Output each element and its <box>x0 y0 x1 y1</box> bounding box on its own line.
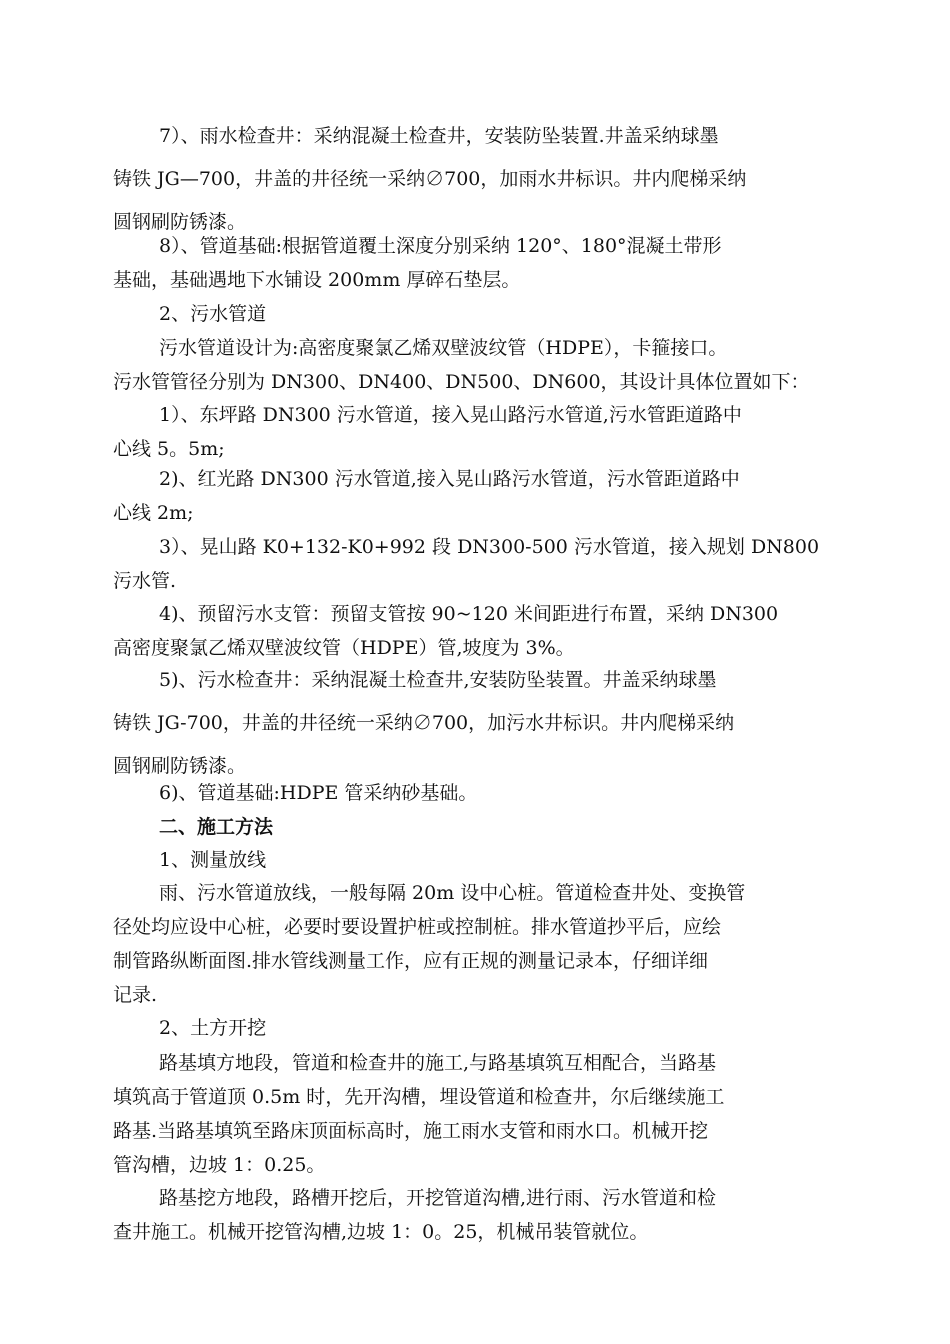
heading-earthwork: 2、土方开挖 <box>159 1017 267 1039</box>
paragraph-item-5: 5)、污水检查井：采纳混凝土检查井,安装防坠装置。井盖采纳球墨 铸铁 JG-700，井盖的井径统一采纳∅700，加污水井标识。井内爬梯采纳 圆钢刷防锈漆。 <box>113 669 735 777</box>
heading-construction-method: 二、施工方法 <box>159 816 274 838</box>
paragraph-item-1: 1）、东坪路 DN300 污水管道，接入晃山路污水管道,污水管距道路中 心线 5。5m; <box>113 404 742 460</box>
heading-sewage-pipe: 2、污水管道 <box>159 303 267 325</box>
paragraph-pipe-foundation: 8）、管道基础:根据管道覆土深度分别采纳 120°、180°混凝土带形 基础，基础遇地下水铺设 200mm 厚碎石垫层。 <box>113 235 722 291</box>
paragraph-item-4: 4)、预留污水支管：预留支管按 90~120 米间距进行布置，采纳 DN300 高密度聚氯乙烯双壁波纹管（HDPE）管,坡度为 3%。 <box>113 603 779 659</box>
paragraph-fill-section: 路基填方地段，管道和检查井的施工,与路基填筑互相配合，当路基 填筑高于管道顶 0.5m 时，先开沟槽，埋设管道和检查井，尔后继续施工 路基.当路基填筑至路床顶面标高时，施工雨水支管和雨水口。机械开挖 管沟槽，边坡 1：0.25。 <box>113 1052 725 1176</box>
paragraph-sewage-design: 污水管道设计为:高密度聚氯乙烯双壁波纹管（HDPE），卡箍接口。 污水管管径分别为 DN300、DN400、DN500、DN600，其设计具体位置如下： <box>113 337 810 393</box>
paragraph-item-2: 2)、红光路 DN300 污水管道,接入晃山路污水管道，污水管距道路中 心线 2m; <box>113 468 740 524</box>
paragraph-item-3: 3）、晃山路 K0+132-K0+992 段 DN300-500 污水管道，接入规划 DN800 污水管. <box>113 536 820 592</box>
paragraph-rain-manhole: 7）、雨水检查井：采纳混凝土检查井，安装防坠装置.井盖采纳球墨 铸铁 JG—700，井盖的井径统一采纳∅700，加雨水井标识。井内爬梯采纳 圆钢刷防锈漆。 <box>113 125 747 233</box>
paragraph-survey: 雨、污水管道放线，一般每隔 20m 设中心桩。管道检查井处、变换管 径处均应设中心桩，必要时要设置护桩或控制桩。排水管道抄平后，应绘 制管路纵断面图.排水管线测量工作，应有正规的测量记录本，仔细详细 记录. <box>113 882 746 1006</box>
heading-survey: 1、测量放线 <box>159 849 267 871</box>
paragraph-item-6: 6)、管道基础:HDPE 管采纳砂基础。 <box>159 782 478 804</box>
paragraph-cut-section: 路基挖方地段，路槽开挖后，开挖管道沟槽,进行雨、污水管道和检 查井施工。机械开挖管沟槽,边坡 1：0。25，机械吊装管就位。 <box>113 1187 717 1243</box>
